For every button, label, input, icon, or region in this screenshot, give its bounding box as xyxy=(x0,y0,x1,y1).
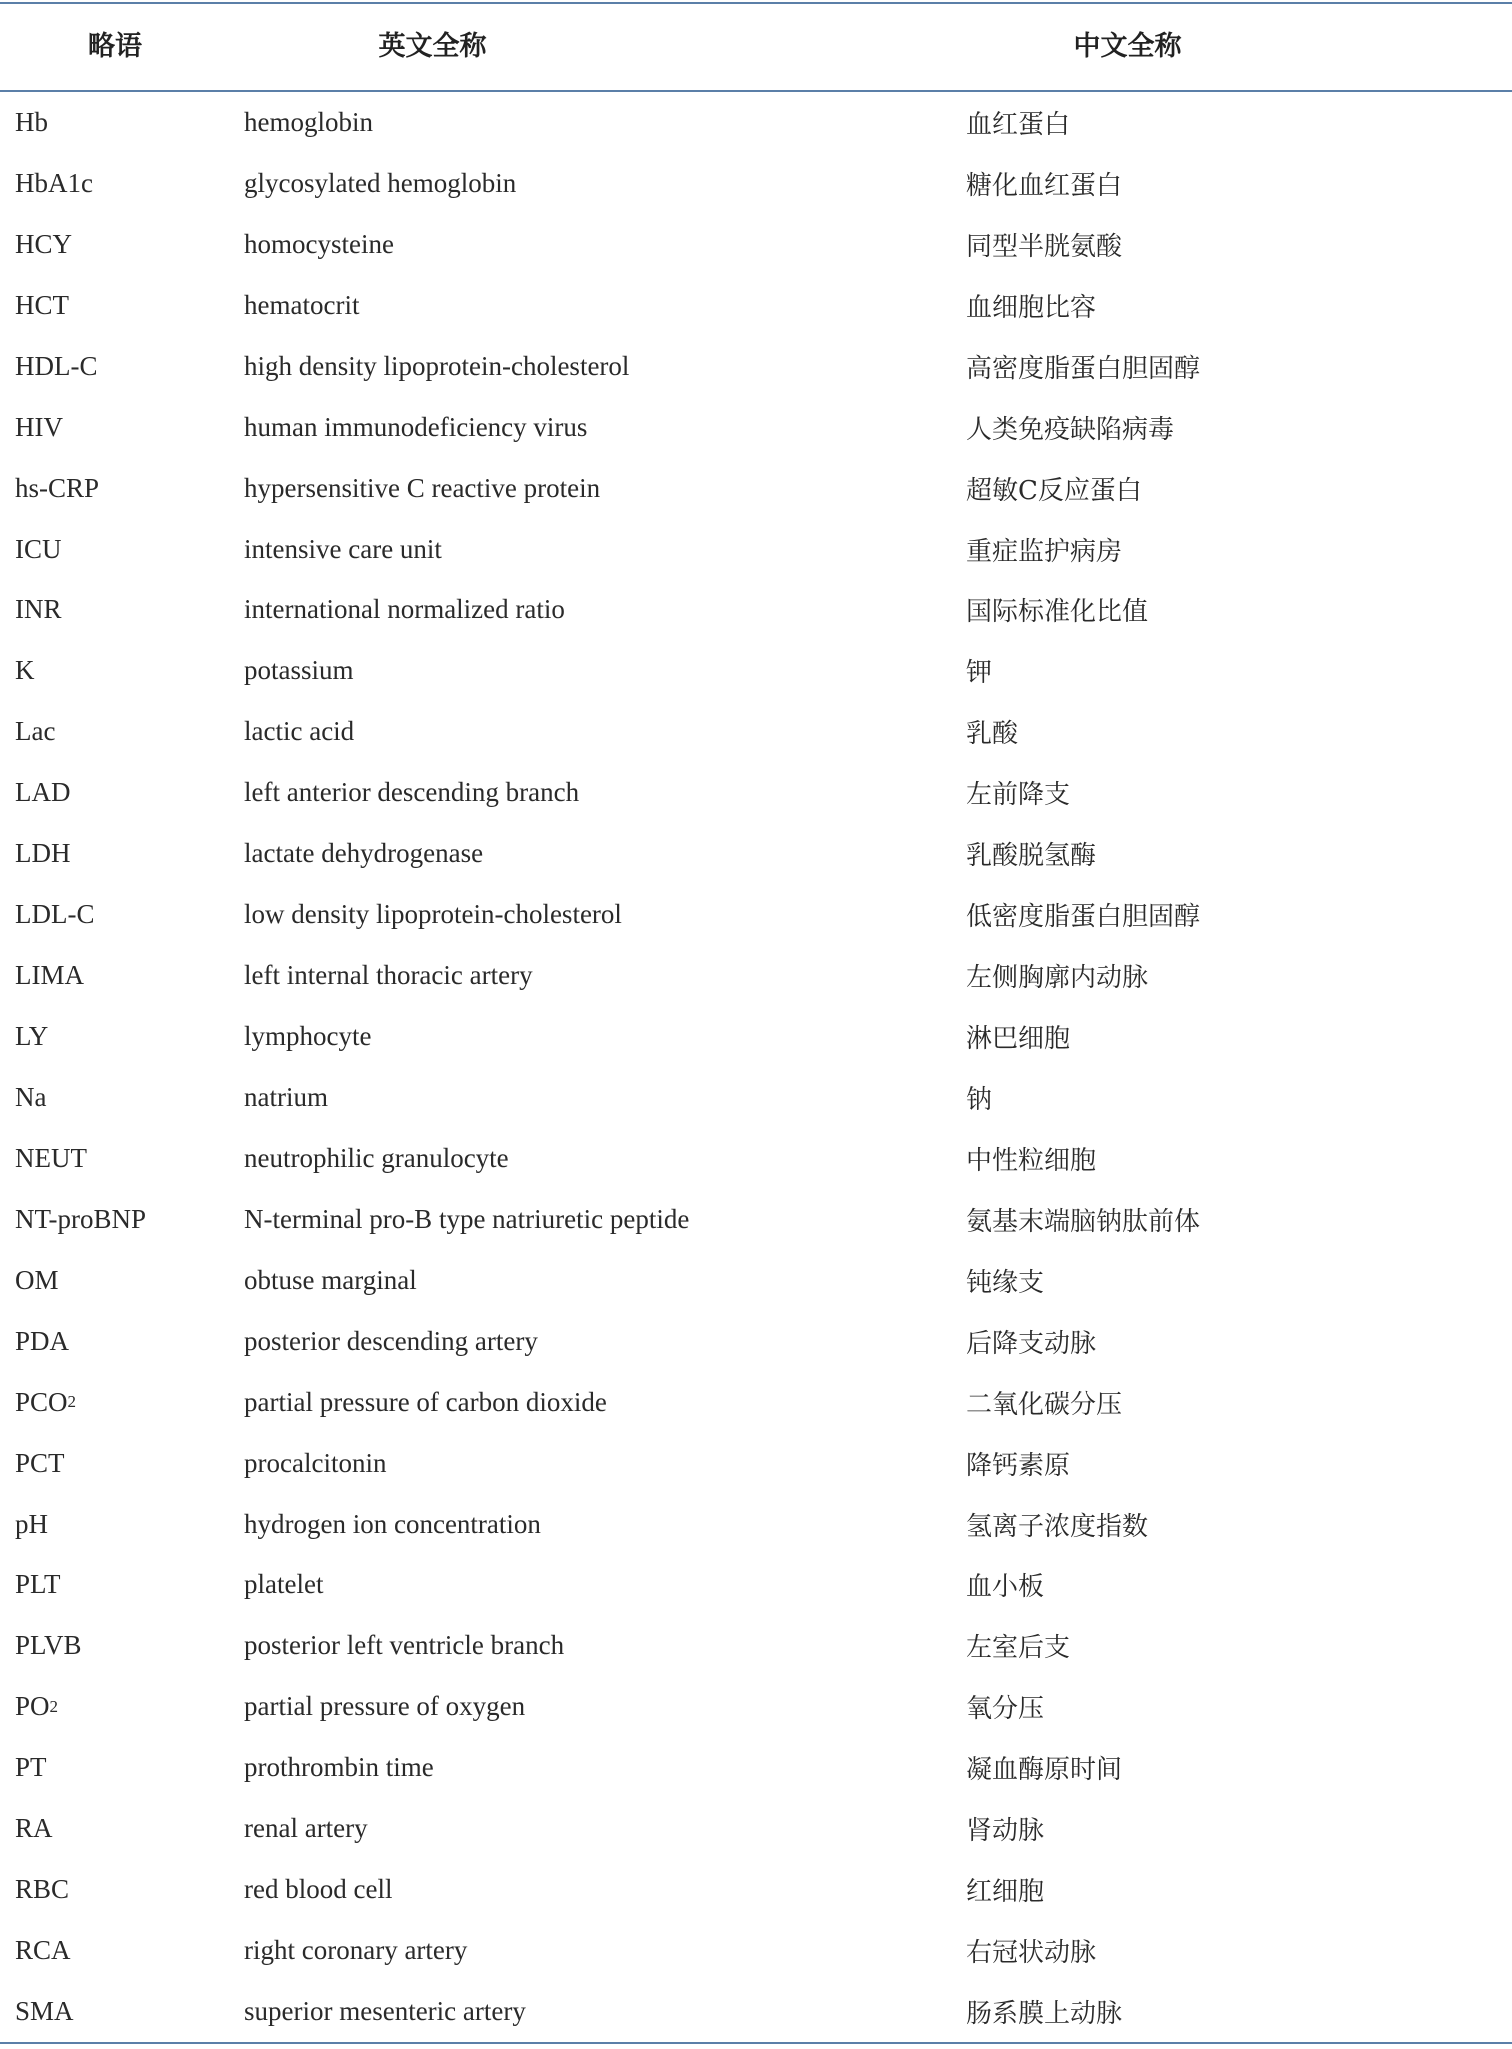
cell-english-full-name: left anterior descending branch xyxy=(244,777,580,808)
abbreviation-text: RA xyxy=(15,1813,53,1844)
abbreviation-text: pH xyxy=(15,1508,48,1539)
table-row xyxy=(0,1859,1512,1920)
abbreviation-text: LIMA xyxy=(15,960,84,991)
abbreviation-text: hs-CRP xyxy=(15,472,100,503)
abbreviation-text: OM xyxy=(15,1264,59,1295)
table-row xyxy=(0,397,1512,458)
cell-chinese-full-name: 后降支动脉 xyxy=(966,1328,1097,1359)
cell-abbreviation xyxy=(15,1920,235,1981)
abbreviation-text: RCA xyxy=(15,1935,71,1966)
abbreviation-text: HIV xyxy=(15,411,63,442)
table-row xyxy=(0,1494,1512,1555)
cell-chinese-full-name: 血红蛋白 xyxy=(966,109,1071,140)
cell-abbreviation xyxy=(15,519,235,580)
cell-abbreviation xyxy=(15,1555,235,1616)
table-row xyxy=(0,1615,1512,1676)
cell-abbreviation xyxy=(15,1128,235,1189)
abbreviation-text: LDL-C xyxy=(15,899,95,930)
cell-abbreviation xyxy=(15,1798,235,1859)
cell-abbreviation xyxy=(15,762,235,823)
cell-chinese-full-name: 高密度脂蛋白胆固醇 xyxy=(966,353,1201,384)
cell-english-full-name: international normalized ratio xyxy=(244,594,565,625)
cell-chinese-full-name: 同型半胱氨酸 xyxy=(966,231,1123,262)
cell-chinese-full-name: 左前降支 xyxy=(966,780,1071,811)
cell-chinese-full-name: 钝缘支 xyxy=(966,1267,1045,1298)
abbreviation-text: PLVB xyxy=(15,1630,82,1661)
cell-chinese-full-name: 血细胞比容 xyxy=(966,292,1097,323)
cell-english-full-name: platelet xyxy=(244,1569,324,1600)
abbreviation-text: ICU xyxy=(15,533,62,564)
table-row xyxy=(0,1372,1512,1433)
cell-abbreviation xyxy=(15,1859,235,1920)
table-row xyxy=(0,519,1512,580)
cell-english-full-name: N-terminal pro-B type natriuretic peptide xyxy=(244,1203,690,1234)
cell-english-full-name: red blood cell xyxy=(244,1874,393,1905)
cell-chinese-full-name: 中性粒细胞 xyxy=(966,1145,1097,1176)
abbreviation-text: LAD xyxy=(15,777,71,808)
table-row xyxy=(0,580,1512,641)
cell-english-full-name: natrium xyxy=(244,1081,328,1112)
cell-abbreviation xyxy=(15,1067,235,1128)
cell-abbreviation xyxy=(15,945,235,1006)
table-row xyxy=(0,1189,1512,1250)
table-row xyxy=(0,1250,1512,1311)
cell-abbreviation xyxy=(15,1615,235,1676)
cell-english-full-name: hypersensitive C reactive protein xyxy=(244,472,601,503)
table-header-row xyxy=(0,4,1512,90)
table-row xyxy=(0,1128,1512,1189)
cell-abbreviation: PO 2 xyxy=(15,1691,59,1722)
abbreviation-text: NT-proBNP xyxy=(15,1203,147,1234)
header-chinese-full-name: 中文全称 xyxy=(1073,31,1182,62)
cell-english-full-name: posterior left ventricle branch xyxy=(244,1630,565,1661)
cell-english-full-name: hemoglobin xyxy=(244,106,373,137)
table-row xyxy=(0,214,1512,275)
cell-chinese-full-name: 氧分压 xyxy=(966,1694,1045,1725)
abbreviation-text: K xyxy=(15,655,35,686)
cell-chinese-full-name: 国际标准化比值 xyxy=(966,597,1149,628)
cell-english-full-name: right coronary artery xyxy=(244,1935,468,1966)
cell-abbreviation xyxy=(15,1494,235,1555)
abbreviation-text: PDA xyxy=(15,1325,70,1356)
table-row xyxy=(0,275,1512,336)
cell-chinese-full-name: 人类免疫缺陷病毒 xyxy=(966,414,1175,445)
cell-abbreviation xyxy=(15,1189,235,1250)
table-row xyxy=(0,701,1512,762)
table-row xyxy=(0,1067,1512,1128)
table-row xyxy=(0,945,1512,1006)
table-row xyxy=(0,640,1512,701)
abbreviation-text: PLT xyxy=(15,1569,61,1600)
cell-english-full-name: procalcitonin xyxy=(244,1447,387,1478)
cell-english-full-name: hydrogen ion concentration xyxy=(244,1508,541,1539)
cell-english-full-name: hematocrit xyxy=(244,289,360,320)
cell-chinese-full-name: 氢离子浓度指数 xyxy=(966,1511,1149,1542)
table-row xyxy=(0,762,1512,823)
table-row xyxy=(0,1981,1512,2042)
cell-english-full-name: human immunodeficiency virus xyxy=(244,411,588,442)
table-row xyxy=(0,92,1512,153)
table-row xyxy=(0,823,1512,884)
table-row xyxy=(0,153,1512,214)
cell-english-full-name: superior mesenteric artery xyxy=(244,1996,526,2027)
cell-chinese-full-name: 右冠状动脉 xyxy=(966,1938,1097,1969)
cell-chinese-full-name: 糖化血红蛋白 xyxy=(966,170,1123,201)
abbreviation-text: PCO xyxy=(15,1386,68,1417)
cell-english-full-name: lactic acid xyxy=(244,716,355,747)
cell-chinese-full-name: 左室后支 xyxy=(966,1633,1071,1664)
cell-chinese-full-name: 淋巴细胞 xyxy=(966,1024,1071,1055)
cell-chinese-full-name: 乳酸 xyxy=(966,719,1019,750)
header-abbreviation: 略语 xyxy=(88,31,142,62)
abbreviation-text: PCT xyxy=(15,1447,65,1478)
cell-english-full-name: homocysteine xyxy=(244,228,394,259)
table-row xyxy=(0,1798,1512,1859)
cell-chinese-full-name: 降钙素原 xyxy=(966,1450,1071,1481)
cell-english-full-name: neutrophilic granulocyte xyxy=(244,1142,509,1173)
header-english-full-name: 英文全称 xyxy=(378,31,487,62)
table-row xyxy=(0,1920,1512,1981)
cell-abbreviation: PCO 2 xyxy=(15,1386,77,1417)
table-row xyxy=(0,1555,1512,1616)
abbreviation-text: NEUT xyxy=(15,1142,87,1173)
cell-english-full-name: potassium xyxy=(244,655,354,686)
cell-english-full-name: high density lipoprotein-cholesterol xyxy=(244,350,630,381)
table-row xyxy=(0,336,1512,397)
abbreviation-text: HCT xyxy=(15,289,69,320)
cell-chinese-full-name: 钠 xyxy=(966,1084,993,1115)
cell-abbreviation xyxy=(15,1006,235,1067)
cell-english-full-name: glycosylated hemoglobin xyxy=(244,167,517,198)
abbreviation-text: PT xyxy=(15,1752,47,1783)
table-row xyxy=(0,458,1512,519)
cell-chinese-full-name: 钾 xyxy=(966,658,993,689)
cell-abbreviation xyxy=(15,1981,235,2042)
abbreviation-text: LY xyxy=(15,1021,49,1052)
abbreviation-text: SMA xyxy=(15,1996,74,2027)
cell-english-full-name: low density lipoprotein-cholesterol xyxy=(244,899,622,930)
cell-english-full-name: partial pressure of oxygen xyxy=(244,1691,526,1722)
table-body xyxy=(0,92,1512,2042)
cell-chinese-full-name: 重症监护病房 xyxy=(966,536,1123,567)
abbreviation-text: Lac xyxy=(15,716,56,747)
table-row xyxy=(0,1311,1512,1372)
cell-chinese-full-name: 血小板 xyxy=(966,1572,1045,1603)
table-row xyxy=(0,1433,1512,1494)
cell-abbreviation xyxy=(15,640,235,701)
cell-english-full-name: lactate dehydrogenase xyxy=(244,838,484,869)
cell-abbreviation xyxy=(15,701,235,762)
cell-abbreviation xyxy=(15,153,235,214)
cell-chinese-full-name: 肾动脉 xyxy=(966,1816,1045,1847)
cell-abbreviation xyxy=(15,275,235,336)
abbreviation-text: HCY xyxy=(15,228,73,259)
table-bottom-rule xyxy=(0,2042,1512,2044)
cell-abbreviation xyxy=(15,92,235,153)
cell-english-full-name: obtuse marginal xyxy=(244,1264,417,1295)
abbreviation-text: Hb xyxy=(15,106,48,137)
cell-chinese-full-name: 乳酸脱氢酶 xyxy=(966,841,1097,872)
cell-abbreviation xyxy=(15,336,235,397)
cell-abbreviation xyxy=(15,1311,235,1372)
cell-abbreviation xyxy=(15,1250,235,1311)
cell-abbreviation xyxy=(15,823,235,884)
cell-abbreviation xyxy=(15,397,235,458)
cell-chinese-full-name: 超敏C反应蛋白 xyxy=(966,475,1142,506)
table-row xyxy=(0,1006,1512,1067)
table-row xyxy=(0,1676,1512,1737)
cell-english-full-name: partial pressure of carbon dioxide xyxy=(244,1386,607,1417)
cell-english-full-name: posterior descending artery xyxy=(244,1325,538,1356)
cell-abbreviation xyxy=(15,458,235,519)
cell-chinese-full-name: 低密度脂蛋白胆固醇 xyxy=(966,902,1201,933)
abbreviation-text: RBC xyxy=(15,1874,70,1905)
abbreviation-text: Na xyxy=(15,1081,47,1112)
cell-english-full-name: lymphocyte xyxy=(244,1021,372,1052)
abbreviation-text: PO xyxy=(15,1691,50,1722)
cell-abbreviation xyxy=(15,1433,235,1494)
cell-abbreviation xyxy=(15,580,235,641)
cell-english-full-name: renal artery xyxy=(244,1813,368,1844)
cell-english-full-name: left internal thoracic artery xyxy=(244,960,533,991)
abbreviation-text: LDH xyxy=(15,838,71,869)
abbreviation-text: HbA1c xyxy=(15,167,93,198)
cell-chinese-full-name: 左侧胸廓内动脉 xyxy=(966,963,1149,994)
cell-chinese-full-name: 凝血酶原时间 xyxy=(966,1755,1123,1786)
cell-chinese-full-name: 肠系膜上动脉 xyxy=(966,1999,1123,2030)
abbreviation-text: INR xyxy=(15,594,62,625)
cell-chinese-full-name: 氨基末端脑钠肽前体 xyxy=(966,1206,1201,1237)
cell-chinese-full-name: 红细胞 xyxy=(966,1877,1045,1908)
cell-chinese-full-name: 二氧化碳分压 xyxy=(966,1389,1123,1420)
cell-abbreviation xyxy=(15,884,235,945)
cell-abbreviation xyxy=(15,1737,235,1798)
table-row xyxy=(0,884,1512,945)
cell-english-full-name: intensive care unit xyxy=(244,533,442,564)
table-row xyxy=(0,1737,1512,1798)
cell-abbreviation xyxy=(15,214,235,275)
cell-english-full-name: prothrombin time xyxy=(244,1752,434,1783)
abbreviation-text: HDL-C xyxy=(15,350,98,381)
